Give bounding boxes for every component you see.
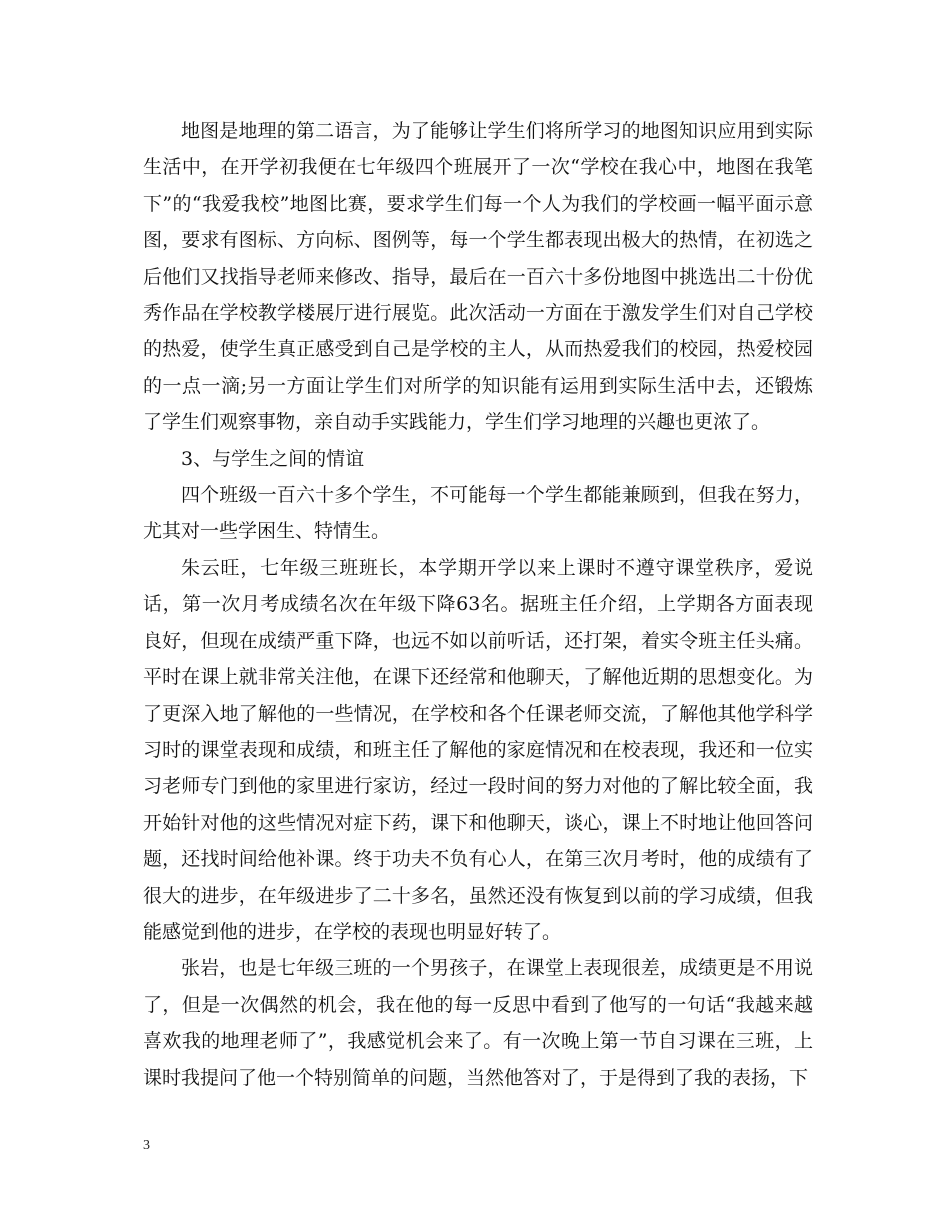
paragraph-zhu-yunwang: 朱云旺，七年级三班班长，本学期开学以来上课时不遵守课堂秩序，爱说话，第一次月考成绩名次在年级下降63名。据班主任介绍，上学期各方面表现良好，但现在成绩严重下降，也远不如以前听话，还打架，着实令班主任头痛。平时在课上就非常关注他，在课下还经常和他聊天，了解他近期的思想变化。为了更深入地了解他的一些情况，在学校和各个任课老师交流，了解他其他学科学习时的课堂表现和成绩，和班主任了解他的家庭情况和在校表现，我还和一位实习老师专门到他的家里进行家访，经过一段时间的努力对他的了解比较全面，我开始针对他的这些情况对症下药，课下和他聊天，谈心，课上不时地让他回答问题，还找时间给他补课。终于功夫不负有心人，在第三次月考时，他的成绩有了很大的进步，在年级进步了二十多名，虽然还没有恢复到以前的学习成绩，但我能感觉到他的进步，在学校的表现也明显好转了。 [143,556,813,943]
section-heading-student-relationship: 3、与学生之间的情谊 [181,447,365,470]
paragraph-four-classes: 四个班级一百六十多个学生，不可能每一个学生都能兼顾到，但我在努力，尤其对一些学困生、特情生。 [143,484,813,543]
paragraph-map-competition: 地图是地理的第二语言，为了能够让学生们将所学习的地图知识应用到实际生活中，在开学初我便在七年级四个班展开了一次“学校在我心中，地图在我笔下”的“我爱我校”地图比赛，要求学生们每一个人为我们的学校画一幅平面示意图，要求有图标、方向标、图例等，每一个学生都表现出极大的热情，在初选之后他们又找指导老师来修改、指导，最后在一百六十多份地图中挑选出二十份优秀作品在学校教学楼展厅进行展览。此次活动一方面在于激发学生们对自己学校的热爱，使学生真正感受到自己是学校的主人，从而热爱我们的校园，热爱校园的一点一滴;另一方面让学生们对所学的知识能有运用到实际生活中去，还锻炼了学生们观察事物，亲自动手实践能力，学生们学习地理的兴趣也更浓了。 [143,120,813,434]
page-number: 3 [143,1138,150,1153]
document-body [143,113,813,1096]
paragraph-zhang-yan: 张岩，也是七年级三班的一个男孩子，在课堂上表现很差，成绩更是不用说了，但是一次偶然的机会，我在他的每一反思中看到了他写的一句话“我越来越喜欢我的地理老师了”，我感觉机会来了。有一次晚上第一节自习课在三班，上课时我提问了他一个特别简单的问题，当然他答对了，于是得到了我的表扬，下 [143,957,813,1089]
